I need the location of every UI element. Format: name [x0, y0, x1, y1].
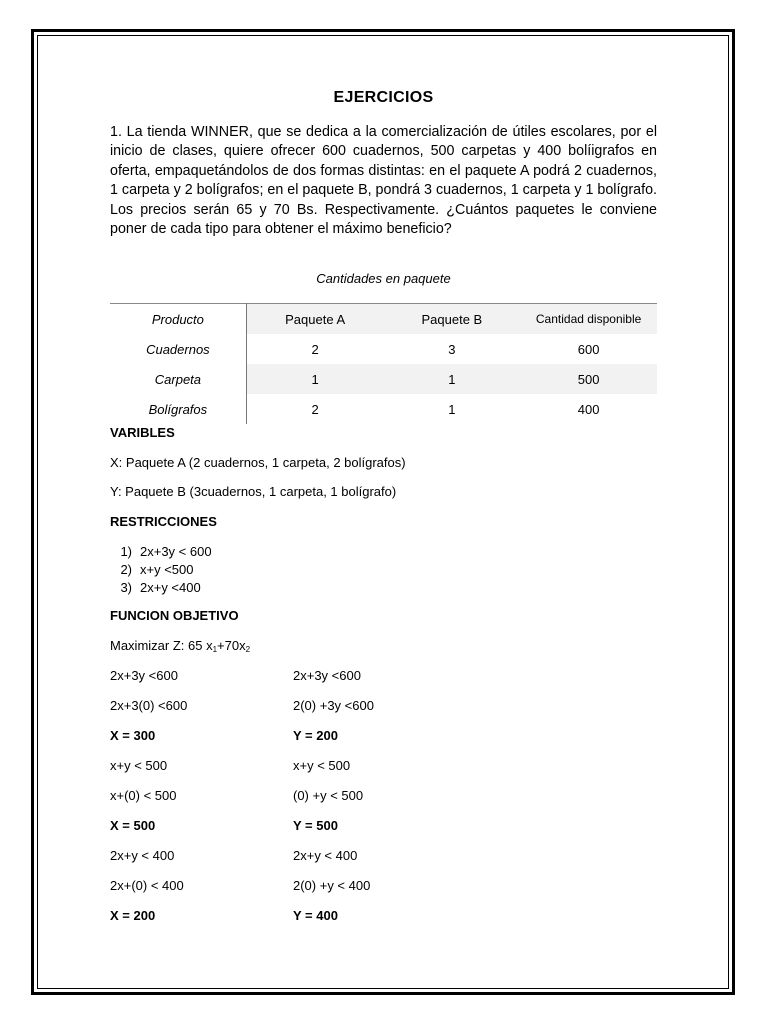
solution-step-left: X = 300: [110, 728, 156, 743]
table-header-cell: Cantidad disponible: [520, 304, 657, 335]
table-row: [110, 394, 657, 424]
solution-step-left: x+(0) < 500: [110, 788, 177, 803]
solution-step-right: (0) +y < 500: [293, 788, 364, 803]
objective-heading: FUNCION OBJETIVO: [110, 608, 239, 623]
solution-step-left: X = 500: [110, 818, 156, 833]
problem-statement: 1. La tienda WINNER, que se dedica a la comercialización de útiles escolares, por el inicio de clases, quiere ofrecer 600 cuadernos, 500 carpetas y 400 bolíigrafos en oferta, empaquetándolos de dos formas distintas: en el paquete A podrá 2 cuadernos, 1 carpeta y 2 bolígrafos; en el paquete B, pondrá 3 cuadernos, 1 carpeta y 1 bolígrafo. Los precios serán 65 y 70 Bs. Respectivamente. ¿Cuántos paquetes le conviene poner de cada tipo para obtener el máximo beneficio?: [110, 124, 657, 238]
list-item: 3) 2x+y <400: [120, 580, 201, 595]
table-header-cell: Paquete A: [246, 304, 383, 335]
solution-step-left: X = 200: [110, 908, 156, 923]
document-title: EJERCICIOS: [333, 89, 434, 106]
table-header-row: [110, 304, 657, 335]
solution-step-right: 2(0) +y < 400: [293, 878, 371, 893]
restrictions-heading: RESTRICCIONES: [110, 514, 217, 529]
solution-step-right: Y = 400: [293, 908, 338, 923]
table-cell: Cuadernos: [110, 334, 246, 364]
restrictions-list: [110, 543, 212, 597]
table-caption: Cantidades en paquete: [316, 271, 451, 286]
table-header-cell: Paquete B: [384, 304, 521, 335]
table-cell: 400: [577, 401, 600, 417]
table-cell: 2: [311, 401, 319, 417]
solution-step-right: 2x+3y <600: [293, 668, 361, 683]
variable-x: X: Paquete A (2 cuadernos, 1 carpeta, 2 bolígrafos): [110, 455, 406, 470]
solution-step-left: 2x+3y <600: [110, 668, 178, 683]
list-item: 1) 2x+3y < 600: [120, 544, 212, 559]
table-cell: 1: [448, 401, 456, 417]
table-cell: 2: [311, 341, 319, 357]
solution-step-left: 2x+3(0) <600: [110, 698, 188, 713]
table-row: [110, 334, 657, 364]
solution-step-left: 2x+y < 400: [110, 848, 175, 863]
objective-function: Maximizar Z: 65 $x_1+70x_2$: [110, 638, 251, 654]
solution-step-right: Y = 500: [293, 818, 338, 833]
table-cell: 500: [520, 364, 657, 394]
solution-step-right: x+y < 500: [293, 758, 351, 773]
table-cell: Bolígrafos: [110, 394, 246, 424]
solution-step-left: x+y < 500: [110, 758, 168, 773]
quantities-table: [110, 303, 657, 424]
solution-step-right: Y = 200: [293, 728, 338, 743]
solution-step-right: 2(0) +3y <600: [293, 698, 374, 713]
table-cell: 1: [384, 364, 521, 394]
list-item: 2) x+y <500: [120, 562, 194, 577]
table-cell: 1: [246, 364, 383, 394]
table-row: [110, 364, 657, 394]
solution-step-right: 2x+y < 400: [293, 848, 358, 863]
table-header-cell: Producto: [110, 304, 246, 335]
variables-heading: VARIBLES: [110, 425, 175, 440]
table-cell: Carpeta: [110, 364, 246, 394]
solution-step-left: 2x+(0) < 400: [110, 878, 184, 893]
table-cell: 3: [448, 341, 456, 357]
table-cell: 600: [577, 341, 600, 357]
variable-y: Y: Paquete B (3cuadernos, 1 carpeta, 1 bolígrafo): [110, 484, 397, 499]
